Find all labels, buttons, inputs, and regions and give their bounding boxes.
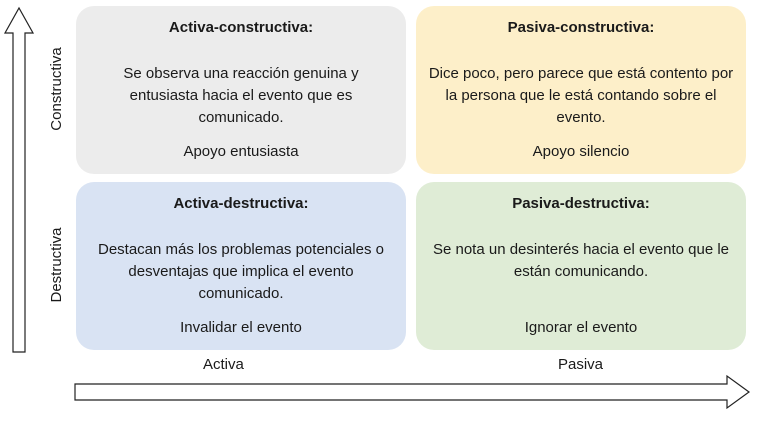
quadrant-activa-constructiva [76, 6, 406, 174]
y-axis-label-destructiva: Destructiva [48, 227, 65, 303]
quadrant-description: Destacan más los problemas potenciales o desventajas que implica el evento comunicado. [98, 241, 384, 302]
quadrant-title: Pasiva-constructiva: [507, 19, 655, 36]
quadrant-footer: Ignorar el evento [524, 319, 638, 336]
vertical-axis-arrow [0, 0, 40, 360]
quadrant-title: Pasiva-destructiva: [512, 195, 650, 212]
y-axis-label-constructiva: Constructiva [48, 47, 65, 131]
quadrant-description: Dice poco, pero parece que está contento por la persona que le está contando sobre el evento. [428, 65, 734, 126]
quadrant-footer: Apoyo silencio [532, 143, 630, 160]
quadrant-pasiva-destructiva [416, 182, 746, 350]
x-axis-label-pasiva: Pasiva [558, 356, 604, 373]
quadrant-description: Se nota un desinterés hacia el evento que le están comunicando. [432, 241, 730, 280]
quadrant-footer: Invalidar el evento [180, 319, 302, 336]
quadrant-footer: Apoyo entusiasta [183, 143, 299, 160]
quadrant-title: Activa-constructiva: [168, 19, 314, 36]
quadrant-title: Activa-destructiva: [173, 195, 309, 212]
quadrant-activa-destructiva [76, 182, 406, 350]
quadrant-description: Se observa una reacción genuina y entusiasta hacia el evento que es comunicado. [123, 65, 359, 126]
quadrant-pasiva-constructiva [416, 6, 746, 174]
x-axis-label-activa: Activa [203, 356, 244, 373]
horizontal-axis-arrow [0, 370, 760, 420]
